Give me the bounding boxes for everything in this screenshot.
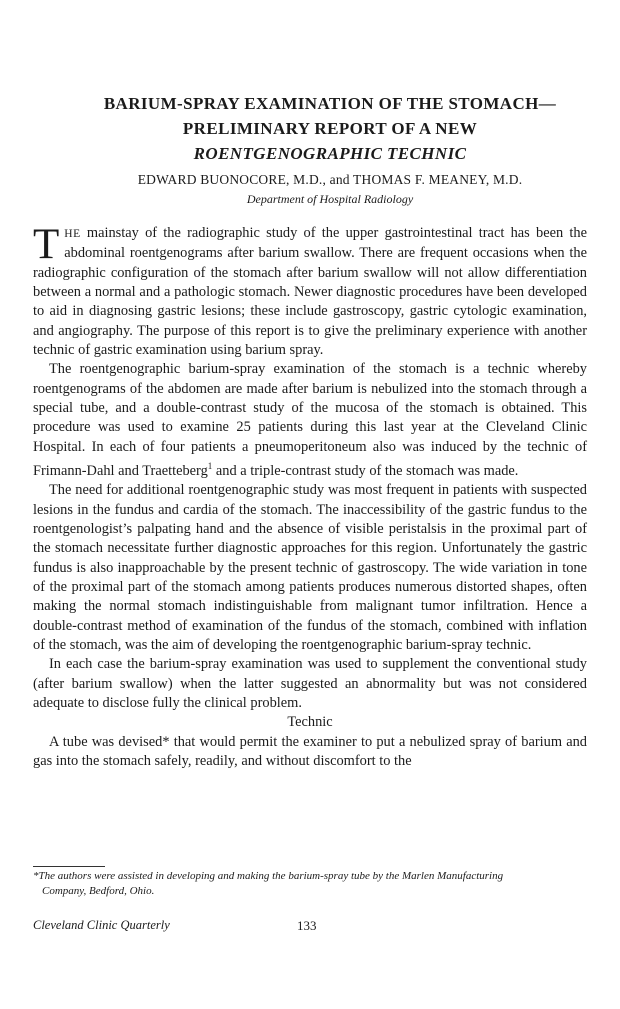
article-body xyxy=(33,221,587,771)
paragraph-3: The need for additional roentgenographic study was most frequent in patients with suspected lesions in the fundus and cardia of the stomach. The inaccessibility of the gastric fundus to the roentgenologist’s palpating hand and the absence of visible peristalsis in the proximal part of the stomach necessitate further diagnostic approaches for this region. Unfortunately the gastric fundus is also inapproachable by the present technic of gastroscopy. The wide variation in tone of the proximal part of the stomach among patients produces numerous distorted shapes, often making the normal stomach indistinguishable from malignant tumor infiltration. Hence a double-contrast method of examination of the fundus of the stomach, combined with inflation of the stomach, was the aim of developing the roentgenographic barium-spray technic. xyxy=(33,482,587,654)
footnote-line-1: *The authors were assisted in developing and making the barium-spray tube by the Marlen Manufacturing xyxy=(33,870,504,882)
section-heading: Technic xyxy=(287,714,333,731)
paragraph-4: In each case the barium-spray examination was used to supplement the conventional study (after barium swallow) when the latter suggested an abnormality but was not considered adequate to disclose fully the clinical problem. xyxy=(33,656,587,712)
title-line-2: PRELIMINARY REPORT OF A NEW xyxy=(182,119,478,138)
paragraph-2 xyxy=(33,360,587,481)
paragraph-5: A tube was devised* that would permit the examiner to put a nebulized spray of barium and gas into the stomach safely, readily, and without discomfort to the xyxy=(33,733,587,770)
title-line-1: BARIUM-SPRAY EXAMINATION OF THE STOMACH— xyxy=(103,94,557,113)
footnote-line-2: Company, Bedford, Ohio. xyxy=(42,885,155,897)
footnote-rule xyxy=(33,866,105,867)
small-caps-lead: HE xyxy=(64,228,81,240)
paragraph-2-text: The roentgenographic barium-spray examination of the stomach is a technic whereby roentgenograms of the abdomen are made after barium is nebulized into the stomach through a special tube, and a double-contrast study of the mucosa of the stomach is obtained. This procedure was used to examine 25 patients during this last year at the Cleveland Clinic Hospital. In each of four patients a pneumoperitoneum also was induced by the technic of Frimann-Dahl and Traetteberg xyxy=(33,361,587,479)
article-title xyxy=(60,91,600,166)
reference-marker: 1 xyxy=(207,461,213,472)
title-line-3: ROENTGENOGRAPHIC TECHNIC xyxy=(193,144,467,163)
page-number: 133 xyxy=(297,918,317,933)
paragraph-1-text: mainstay of the radiographic study of the upper gastrointestinal tract has been the abdominal roentgenograms after barium swallow. There are frequent occasions when the radiographic configuration of the stomach after barium swallow will not allow differentiation between a normal and a pathologic stomach. Newer diagnostic procedures have been developed to aid in diagnosing gastric lesions; these include gastroscopy, gastric cytologic examination, and angiography. The purpose of this report is to give the preliminary experience with another technic of gastric examination using barium spray. xyxy=(33,225,587,359)
paragraph-1 xyxy=(33,221,587,360)
paragraph-2-end: and a triple-contrast study of the stomach was made. xyxy=(212,462,519,479)
department-line: Department of Hospital Radiology xyxy=(246,192,414,206)
journal-name: Cleveland Clinic Quarterly xyxy=(33,918,170,932)
footnote xyxy=(33,869,587,899)
drop-cap: T xyxy=(33,221,60,268)
author-line: EDWARD BUONOCORE, M.D., and THOMAS F. MEANEY, M.D. xyxy=(137,172,523,187)
